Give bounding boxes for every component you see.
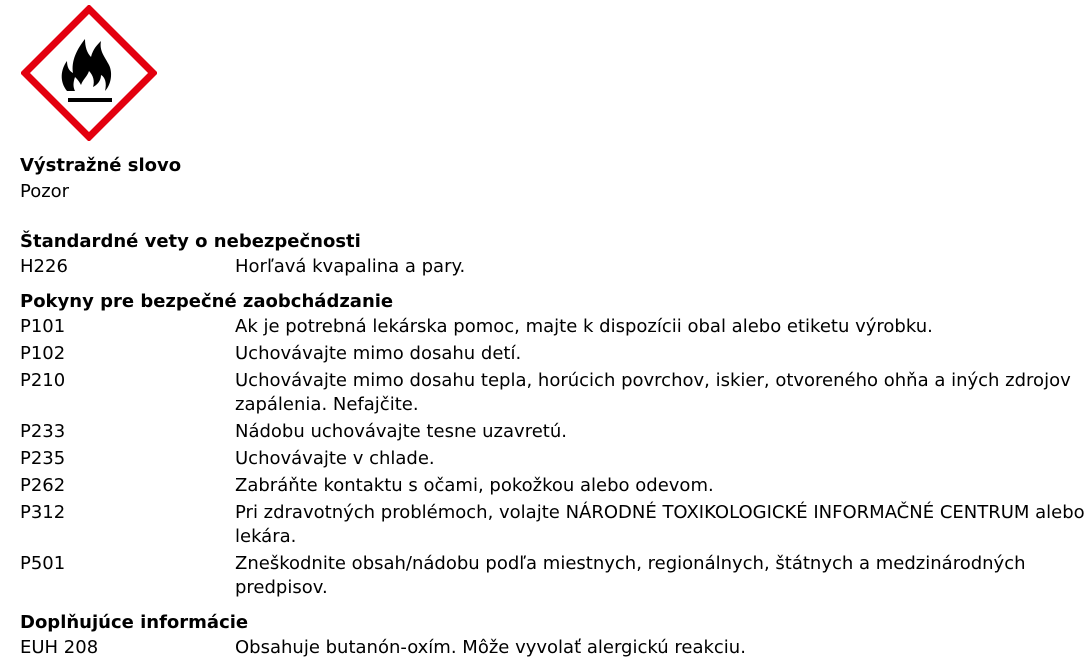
statement-code: P102 — [20, 343, 66, 364]
statement-code: P101 — [20, 316, 66, 337]
hazard-section — [20, 229, 1085, 282]
supplemental-section — [20, 610, 1085, 663]
precautionary-row — [20, 342, 1085, 366]
statement-code: P235 — [20, 448, 66, 469]
precautionary-row — [20, 552, 1085, 600]
statement-text: Horľavá kvapalina a pary. — [235, 256, 466, 277]
hazard-row — [20, 255, 1085, 279]
precautionary-heading: Pokyny pre bezpečné zaobchádzanie — [20, 291, 394, 312]
statement-text: Nádobu uchovávajte tesne uzavretú. — [235, 421, 567, 442]
statement-text: Uchovávajte mimo dosahu detí. — [235, 343, 522, 364]
precautionary-row — [20, 369, 1085, 417]
signal-word-heading: Výstražné slovo — [20, 155, 182, 176]
precautionary-row — [20, 315, 1085, 339]
precautionary-row — [20, 501, 1085, 549]
signal-word-value: Pozor — [20, 181, 70, 202]
statement-code: P262 — [20, 475, 66, 496]
precautionary-row — [20, 474, 1085, 498]
statement-code: H226 — [20, 256, 68, 277]
precautionary-row — [20, 420, 1085, 444]
statement-code: P233 — [20, 421, 66, 442]
supplemental-row — [20, 636, 1085, 660]
statement-text: Pri zdravotných problémoch, volajte NÁRODNÉ TOXIKOLOGICKÉ INFORMAČNÉ CENTRUM alebo lekára. — [235, 502, 1085, 547]
supplemental-heading: Doplňujúce informácie — [20, 612, 249, 633]
precautionary-section — [20, 289, 1085, 603]
statement-code: EUH 208 — [20, 637, 99, 658]
hazard-heading: Štandardné vety o nebezpečnosti — [20, 231, 361, 252]
flammable-pictogram-icon — [21, 5, 157, 141]
statement-code: P501 — [20, 553, 66, 574]
statement-text: Uchovávajte mimo dosahu tepla, horúcich povrchov, iskier, otvoreného ohňa a iných zdrojov zapálenia. Nefajčite. — [235, 370, 1071, 415]
statement-text: Zneškodnite obsah/nádobu podľa miestnych, regionálnych, štátnych a medzinárodných predpisov. — [235, 553, 1026, 598]
precautionary-row — [20, 447, 1085, 471]
statement-text: Ak je potrebná lekárska pomoc, majte k dispozícii obal alebo etiketu výrobku. — [235, 316, 933, 337]
statement-code: P312 — [20, 502, 66, 523]
statement-code: P210 — [20, 370, 66, 391]
statement-text: Obsahuje butanón-oxím. Môže vyvolať alergickú reakciu. — [235, 637, 746, 658]
signal-word-section — [20, 153, 1085, 205]
statement-text: Uchovávajte v chlade. — [235, 448, 435, 469]
statement-text: Zabráňte kontaktu s očami, pokožkou alebo odevom. — [235, 475, 714, 496]
